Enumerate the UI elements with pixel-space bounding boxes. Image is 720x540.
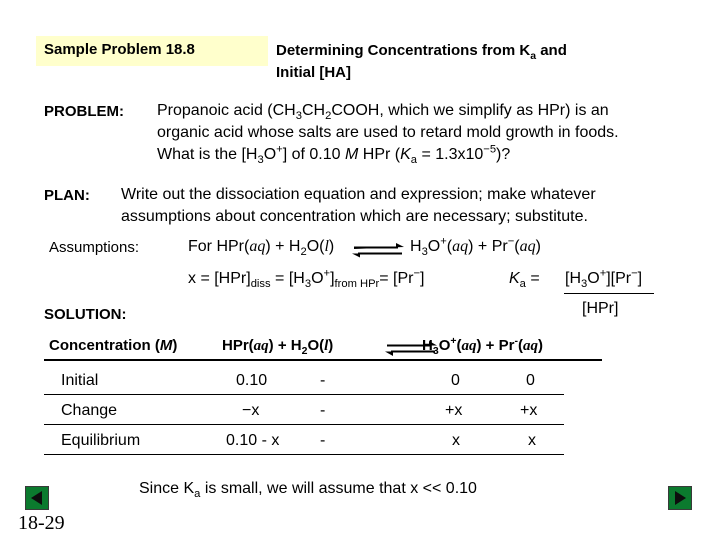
th-left-l: l (324, 338, 329, 354)
ka-num-sup2: − (631, 267, 638, 280)
title-line2: Initial [HA] (276, 64, 351, 81)
problem-line3-sup2: −5 (483, 143, 497, 156)
x-def-a: x = [HPr] (188, 270, 251, 287)
eq-left-sub: 2 (300, 246, 307, 259)
note-sub: a (194, 488, 201, 501)
problem-line3a: What is the [H (157, 146, 258, 163)
table-header-rule (44, 359, 602, 361)
eq-right-a: H (410, 238, 422, 255)
plan-text (121, 184, 596, 228)
th-right-aq: aq (461, 338, 477, 354)
solution-label: SOLUTION: (44, 306, 127, 323)
x-def-f: ] (420, 270, 425, 287)
row-initial-pr: 0 (526, 372, 535, 389)
plan-line1: Write out the dissociation equation and expression; make whatever (121, 186, 596, 203)
th-left-c: O( (307, 337, 325, 354)
eq-right-sup: + (440, 235, 447, 248)
th-right-sup: + (450, 335, 457, 347)
triangle-left-icon (26, 487, 48, 509)
plan-label: PLAN: (44, 187, 90, 204)
problem-line3d: HPr ( (358, 146, 401, 163)
th-left-aq: aq (253, 338, 269, 354)
th-left-d: ) (328, 337, 334, 354)
th-left-b: ) + H (268, 337, 302, 354)
problem-line1-sub1: 3 (295, 110, 302, 123)
eq-left-d: ) (328, 238, 335, 255)
row-initial-h2o: - (320, 372, 326, 389)
th-conc-a: Concentration ( (49, 337, 160, 354)
eq-left-aq: aq (249, 238, 266, 255)
assumption-equation-right (410, 235, 541, 259)
th-right-a: H (422, 337, 433, 354)
eq-right-e: ( (514, 238, 520, 255)
x-def-b: = [H (270, 270, 305, 287)
x-def-sub2: from HPr (334, 278, 380, 291)
ka-numerator (565, 267, 643, 291)
row-equilibrium-pr: x (528, 432, 536, 449)
th-right-sup2: - (514, 335, 518, 347)
assumptions-label: Assumptions: (49, 239, 140, 256)
sample-problem-label: Sample Problem 18.8 (44, 41, 195, 58)
eq-left-c: O( (306, 238, 325, 255)
problem-line3-sup1: + (276, 143, 283, 156)
eq-right-c: ( (446, 238, 453, 255)
ka-num-c: ][Pr (606, 270, 632, 287)
x-definition (188, 267, 425, 291)
problem-line1-sub2: 2 (325, 110, 332, 123)
problem-line1a: Propanoic acid (CH (157, 102, 296, 119)
row-rule-3 (44, 454, 564, 455)
row-initial-h3o: 0 (451, 372, 460, 389)
problem-line3e: = 1.3x10 (417, 146, 484, 163)
row-change-h3o: +x (445, 402, 463, 419)
row-rule-2 (44, 424, 564, 425)
row-equilibrium-label: Equilibrium (61, 432, 141, 449)
next-slide-button[interactable] (668, 486, 692, 510)
eq-left-b: ) + H (265, 238, 301, 255)
plan-line2: assumptions about concentration which are necessary; substitute. (121, 208, 588, 225)
problem-label: PROBLEM: (44, 103, 124, 120)
problem-line3f: )? (496, 146, 511, 163)
row-initial-hpr: 0.10 (236, 372, 268, 389)
problem-line3-sub1: 3 (257, 154, 264, 167)
x-def-sup2: − (413, 267, 421, 280)
note-b: is small, we will assume that x << 0.10 (200, 480, 477, 497)
row-equilibrium-hpr: 0.10 - x (226, 432, 280, 449)
ka-num-sub: 3 (581, 278, 588, 291)
th-right-c: ( (456, 337, 462, 354)
th-right-f: ) (537, 337, 543, 354)
ka-num-d: ] (637, 270, 643, 287)
row-change-label: Change (61, 402, 118, 419)
row-initial-label: Initial (61, 372, 99, 389)
eq-left-a: For HPr( (188, 238, 250, 255)
eq-right-b: O (427, 238, 441, 255)
x-def-e: = [Pr (379, 270, 414, 287)
eq-right-sub: 3 (421, 246, 428, 259)
row-equilibrium-h3o: x (452, 432, 460, 449)
row-equilibrium-h2o: - (320, 432, 326, 449)
title-line1-suffix: and (536, 42, 567, 59)
problem-line1b: CH (301, 102, 326, 119)
title-line1-sub: a (530, 50, 537, 62)
ka-num-sup: + (599, 267, 607, 280)
page-title (276, 40, 567, 84)
ka-denominator: [HPr] (582, 300, 619, 317)
ka-k: K (509, 270, 520, 287)
th-right-d: ) + Pr (476, 337, 515, 354)
ka-num-a: [H (565, 270, 581, 287)
problem-line1c: COOH, which we simplify as HPr) is an (331, 102, 609, 119)
solution-note (139, 480, 477, 501)
th-left-sub: 2 (301, 345, 308, 357)
eq-right-aq: aq (452, 238, 469, 255)
th-conc-m: M (159, 337, 173, 354)
title-line1-prefix: Determining Concentrations from K (276, 42, 531, 59)
eq-right-aq2: aq (519, 238, 536, 255)
row-change-pr: +x (520, 402, 538, 419)
problem-line3-k: K (400, 146, 411, 163)
row-rule-1 (44, 394, 564, 395)
th-right-e: ( (517, 337, 523, 354)
problem-line3-molar: M (344, 146, 359, 163)
ka-num-b: O (587, 270, 600, 287)
triangle-right-icon (669, 487, 691, 509)
eq-left-l: l (324, 238, 329, 255)
problem-line3c: ] of 0.10 (282, 146, 345, 163)
th-right-b: O (438, 337, 451, 354)
eq-right-f: ) (535, 238, 541, 255)
problem-line3-ksub: a (410, 154, 417, 167)
table-header-concentration (49, 337, 177, 354)
th-right-aq2: aq (522, 338, 538, 354)
ka-eq: = (525, 270, 540, 287)
table-header-reactants (222, 337, 333, 355)
ka-fraction-bar (564, 293, 654, 294)
table-header-products (422, 337, 543, 355)
x-def-sub: 3 (304, 278, 312, 291)
problem-text (157, 100, 619, 166)
th-right-sub: 3 (432, 345, 439, 357)
slide-number: 18-29 (18, 512, 65, 534)
note-a: Since K (139, 480, 195, 497)
ka-sub: a (519, 278, 526, 291)
problem-line3b: O (263, 146, 277, 163)
th-left-a: HPr( (222, 337, 254, 354)
eq-right-d: ) + Pr (468, 238, 508, 255)
ka-label (509, 270, 540, 291)
x-def-sub1: diss (250, 278, 271, 291)
x-def-sup: + (323, 267, 331, 280)
th-conc-b: ) (172, 337, 178, 354)
previous-slide-button[interactable] (25, 486, 49, 510)
problem-line2: organic acid whose salts are used to retard mold growth in foods. (157, 124, 619, 141)
equilibrium-arrows-icon (352, 240, 404, 260)
assumption-equation-left (188, 238, 335, 259)
row-change-hpr: −x (242, 402, 260, 419)
x-def-d: ] (330, 270, 335, 287)
eq-right-sup2: − (507, 235, 515, 248)
x-def-c: O (311, 270, 324, 287)
row-change-h2o: - (320, 402, 326, 419)
